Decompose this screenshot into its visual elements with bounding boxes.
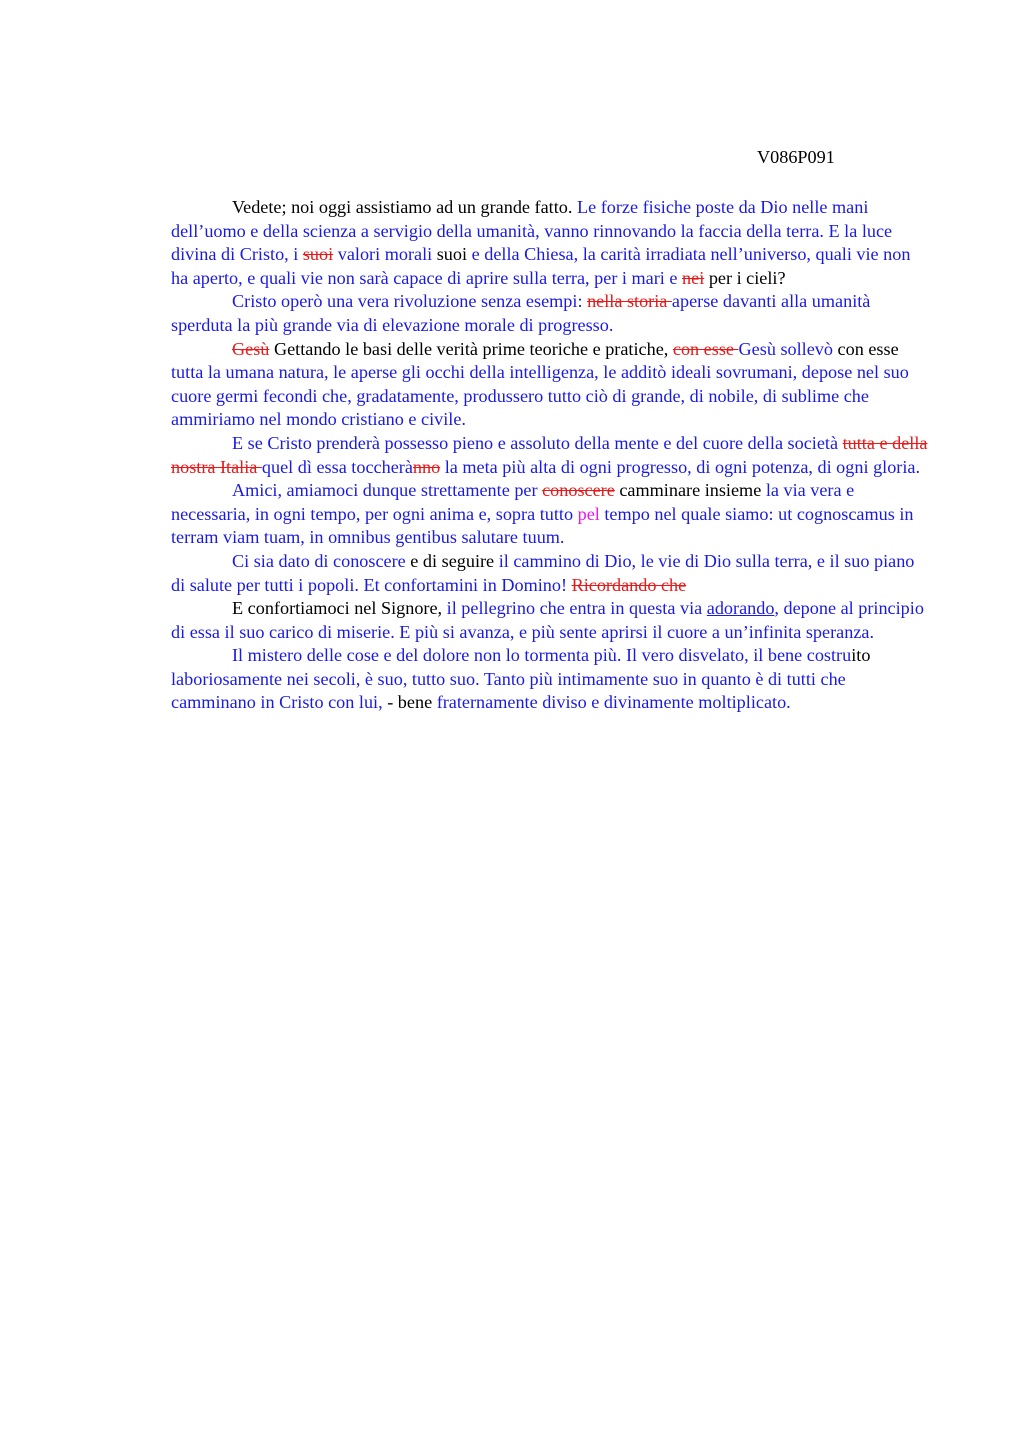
text-segment: tempo nel quale siamo: ut cognoscamus in terram viam tuam, in omnibus gentibus salutare tuum. xyxy=(171,503,914,548)
deleted-text-segment: nno xyxy=(412,456,441,477)
text-segment: , depone al principio di essa il suo carico di miserie. E più si avanza, e più sente aprirsi il cuore a un’infinita speranza. xyxy=(171,598,924,642)
deleted-text-segment: Ricordando che xyxy=(571,574,687,595)
text-segment: valori morali xyxy=(333,244,437,265)
text-segment: con esse xyxy=(837,338,899,359)
deleted-text-segment: nella storia xyxy=(587,291,672,312)
text-segment: E confortiamoci nel Signore, xyxy=(232,598,447,619)
text-segment: Gettando le basi delle verità prime teoriche e pratiche, xyxy=(269,338,673,359)
paragraph-8 xyxy=(171,644,931,715)
paragraph-5 xyxy=(171,479,931,550)
document-body xyxy=(171,196,931,715)
deleted-text-segment: Gesù xyxy=(232,338,270,359)
paragraph-2 xyxy=(171,290,931,337)
text-segment: la via vera e necessaria, in ogni tempo, per ogni anima e, sopra tutto xyxy=(171,480,855,524)
paragraph-3 xyxy=(171,338,931,432)
text-segment: aperse davanti alla umanità sperduta la più grande via di elevazione morale di progresso. xyxy=(171,291,871,335)
text-segment: Le forze fisiche poste da Dio nelle mani dell’uomo e della scienza a servigio della umanità, vanno rinnovando la faccia della terra. E la luce divina di Cristo, i xyxy=(171,197,893,265)
text-segment: Cristo operò una vera rivoluzione senza esempi: xyxy=(232,291,588,312)
paragraph-7 xyxy=(171,597,931,644)
page-identifier: V086P091 xyxy=(757,147,835,167)
highlighted-text-segment: pel xyxy=(577,503,600,524)
deleted-text-segment: conoscere xyxy=(542,480,615,501)
text-segment: - bene xyxy=(387,692,437,713)
text-segment: laboriosamente nei secoli, è suo, tutto suo. Tanto più intimamente suo in quanto è di tutti che camminano in Cristo con lui, xyxy=(171,668,846,713)
paragraph-6 xyxy=(171,550,931,597)
deleted-text-segment: nei xyxy=(682,267,705,288)
text-segment: Vedete; noi oggi assistiamo ad un grande fatto. xyxy=(232,197,577,217)
text-segment: la meta più alta di ogni progresso, di ogni potenza, di ogni gloria. xyxy=(440,456,921,477)
text-segment: quel dì essa toccherà xyxy=(261,456,413,477)
deleted-text-segment: tutta e della nostra Italia xyxy=(171,432,928,477)
text-segment: suoi xyxy=(436,244,468,265)
text-segment: E se Cristo prenderà possesso pieno e assoluto della mente e del cuore della società xyxy=(232,432,843,453)
text-segment: tutta la umana natura, le aperse gli occhi della intelligenza, le additò ideali sovrumani, depose nel suo cuore germi fecondi che, gradatamente, produssero tutto ciò di grande, di nobile, di sublime che ammiriamo nel mondo cristiano e civile. xyxy=(171,362,909,430)
text-segment: fraternamente diviso e divinamente moltiplicato. xyxy=(436,692,791,713)
text-segment: e di seguire xyxy=(410,550,499,571)
document-page xyxy=(171,146,931,715)
text-segment: camminare insieme xyxy=(614,480,766,501)
text-segment: Amici, amiamoci dunque strettamente per xyxy=(232,480,543,501)
text-segment: Ci sia dato di conoscere xyxy=(232,550,411,571)
deleted-text-segment: con esse xyxy=(672,338,739,359)
text-segment: Il mistero delle cose e del dolore non lo tormenta più. Il vero disvelato, il bene costru xyxy=(232,645,852,666)
underlined-text-segment: adorando xyxy=(706,598,775,619)
text-segment: Gesù sollevò xyxy=(738,338,838,359)
text-segment: per i cieli? xyxy=(704,267,786,288)
text-segment: il pellegrino che entra in questa via xyxy=(446,598,707,619)
text-segment: ito xyxy=(851,645,871,666)
text-segment: e della Chiesa, la carità irradiata nell’universo, quali vie non ha aperto, e quali vie non sarà capace di aprire sulla terra, per i mari e xyxy=(171,244,911,288)
paragraph-4 xyxy=(171,432,931,479)
text-segment: il cammino di Dio, le vie di Dio sulla terra, e il suo piano di salute per tutti i popoli. Et confortamini in Domino! xyxy=(171,550,915,595)
deleted-text-segment: suoi xyxy=(302,244,334,265)
paragraph-1 xyxy=(171,196,931,290)
